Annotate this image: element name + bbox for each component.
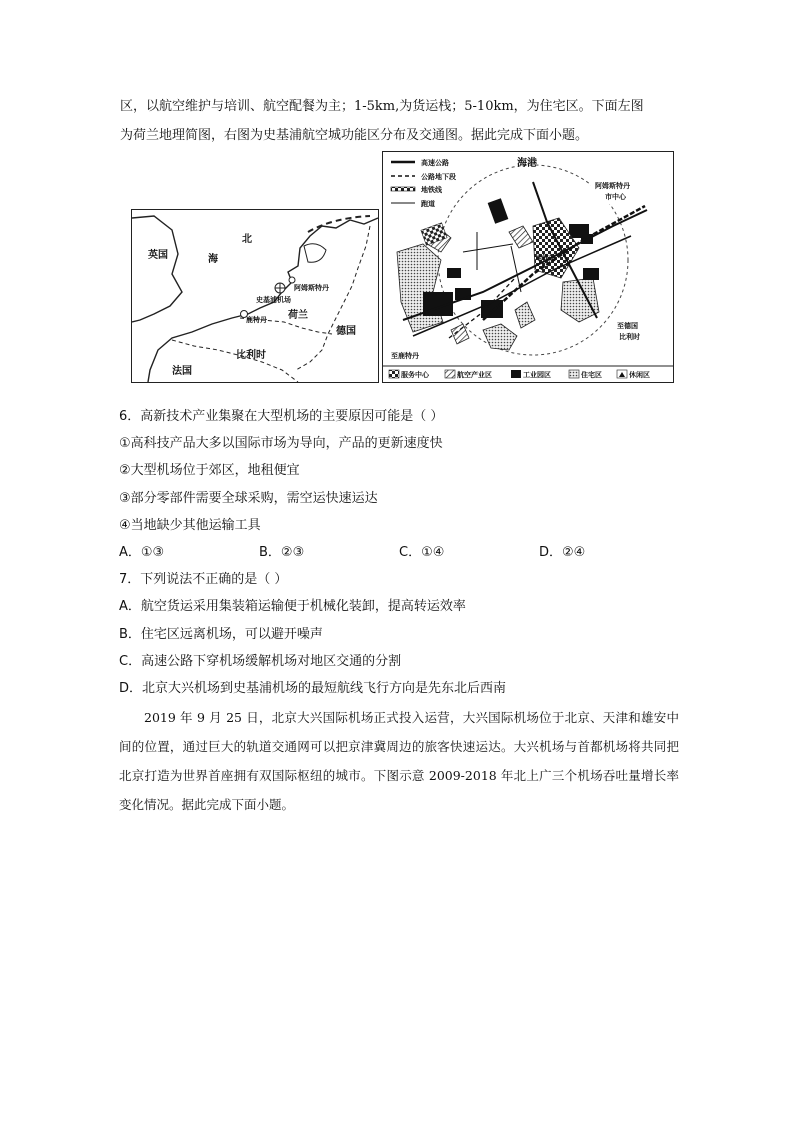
legend-highway: 高速公路 <box>421 159 449 167</box>
label-netherlands: 荷兰 <box>288 310 308 321</box>
label-port: 海港 <box>517 158 537 169</box>
key-service-center: 服务中心 <box>401 371 429 379</box>
label-to-germany: 至德国 <box>617 322 638 330</box>
intro-paragraph <box>120 92 680 150</box>
label-sea-north: 北 <box>242 234 252 245</box>
questions-block <box>119 403 679 702</box>
q6-option-b: B．②③ <box>259 544 305 560</box>
label-germany: 德国 <box>336 326 356 337</box>
key-industrial-park: 工业园区 <box>523 371 551 379</box>
intro-line-1: 区，以航空维护与培训、航空配餐为主；1-5km,为货运栈；5-10km，为住宅区。下面左图 <box>120 99 644 114</box>
netherlands-map <box>131 209 379 383</box>
legend-runway: 跑道 <box>421 200 435 208</box>
key-residential: 住宅区 <box>581 371 602 379</box>
daxing-airport-paragraph <box>119 703 679 819</box>
q6-options <box>119 539 679 566</box>
key-leisure: 休闲区 <box>629 371 650 379</box>
label-france: 法国 <box>172 366 192 377</box>
q6-statement-3: ③部分零部件需要全球采购，需空运快速运达 <box>119 490 378 506</box>
legend-underground-road: 公路地下段 <box>421 173 456 181</box>
label-belgium: 比利时 <box>236 350 266 361</box>
label-rotterdam: 鹿特丹 <box>246 316 267 324</box>
label-uk: 英国 <box>148 250 168 261</box>
legend-metro: 地铁线 <box>421 186 442 194</box>
q7-option-d: D．北京大兴机场到史基浦机场的最短航线飞行方向是先东北后西南 <box>119 680 507 696</box>
q7-stem: 7．下列说法不正确的是（ ） <box>119 572 288 588</box>
label-metro-station: 地铁站 <box>535 254 556 262</box>
q7-option-c: C．高速公路下穿机场缓解机场对地区交通的分割 <box>119 653 402 669</box>
label-schiphol: 史基浦机场 <box>256 296 291 304</box>
schiphol-airport-city-map <box>382 151 674 383</box>
daxing-paragraph-text: 2019 年 9 月 25 日，北京大兴国际机场正式投入运营，大兴国际机场位于北京、天津和雄安中间的位置，通过巨大的轨道交通网可以把京津冀周边的旅客快速运达。大兴机场与首都机场将共同把北京打造为世界首座拥有双国际枢纽的城市。下图示意 2009-2018 年北上广三个机场吞吐量增长率变化情况。据此完成下面小题。 <box>119 710 679 812</box>
key-aviation-industry: 航空产业区 <box>457 371 492 379</box>
q6-stem: 6．高新技术产业集聚在大型机场的主要原因可能是（ ） <box>119 409 444 424</box>
label-to-amsterdam: 阿姆斯特丹 <box>595 182 630 190</box>
label-sea: 海 <box>208 254 218 265</box>
intro-line-2: 为荷兰地理简图，右图为史基浦航空城功能区分布及交通图。据此完成下面小题。 <box>120 128 589 143</box>
label-amsterdam: 阿姆斯特丹 <box>294 284 329 292</box>
q7-option-b: B．住宅区远离机场，可以避开噪声 <box>119 626 323 642</box>
q6-option-d: D．②④ <box>539 544 586 560</box>
label-belgium-time: 比利时 <box>619 333 640 341</box>
q7-option-a: A．航空货运采用集装箱运输便于机械化装卸，提高转运效率 <box>119 599 466 615</box>
label-to-rotterdam: 至鹿特丹 <box>391 352 419 360</box>
q6-statement-1: ①高科技产品大多以国际市场为导向，产品的更新速度快 <box>119 436 443 452</box>
q6-statement-2: ②大型机场位于郊区，地租便宜 <box>119 463 300 479</box>
label-city-center: 市中心 <box>605 193 626 201</box>
q6-option-c: C．①④ <box>399 544 445 560</box>
q6-statement-4: ④当地缺少其他运输工具 <box>119 517 261 533</box>
q6-option-a: A．①③ <box>119 544 165 560</box>
